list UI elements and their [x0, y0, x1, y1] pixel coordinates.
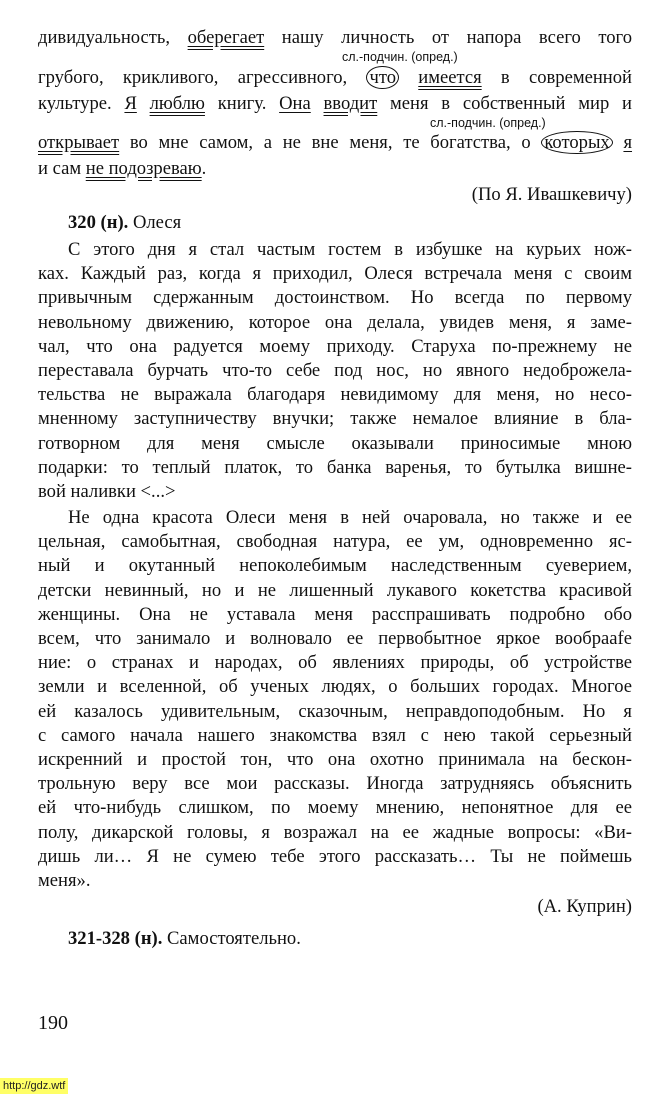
text-line: цельная, самобытная, свободная натура, ее ум, одновременно яс-	[38, 531, 632, 553]
subject-word: я	[623, 132, 633, 153]
clause-annotation: сл.-подчин. (опред.)	[342, 50, 458, 64]
text-span	[137, 93, 150, 114]
text-span: меня в собственный мир и	[377, 93, 632, 114]
text-span: во мне самом, а не вне меня, те богатства, о	[119, 132, 542, 153]
text-span: нашу личность от напора всего того	[264, 27, 632, 48]
text-span	[311, 93, 324, 114]
text-line: тельства не выражала благодаря невидимому для меня, но несо-	[38, 384, 632, 406]
predicate-word: вводит	[323, 93, 378, 114]
text-line: мненному заступничеству внучки; также немалое влияние в бла-	[38, 408, 632, 430]
exercise-title: Олеся	[132, 212, 182, 233]
text-line: ние: о странах и народах, об явлениях природы, об устройстве	[38, 652, 632, 674]
text-span: культуре.	[38, 93, 125, 114]
circled-word: что	[366, 66, 399, 89]
text-line: переставала бурчать что-то себе под нос, но явного недоброжела-	[38, 360, 632, 381]
watermark-link[interactable]: http://gdz.wtf	[0, 1078, 68, 1094]
text-line: меня».	[38, 870, 91, 891]
text-line: Не одна красота Олеси меня в ней очаровала, но также и ее	[68, 507, 632, 528]
text-line	[38, 157, 632, 181]
text-line: детски невинный, но и не лишенный лукавого кокетства красивой	[38, 579, 632, 601]
text-line: женщины. Она не уставала меня расспрашивать подробно обо	[38, 603, 632, 625]
text-line: дишь ли… Я не сумею тебе этого рассказать… Ты не поймешь	[38, 845, 632, 867]
text-span: грубого, крикливого, агрессивного,	[38, 67, 367, 88]
text-line: привычным сдержанным достоинством. Но всегда по первому	[38, 287, 632, 309]
text-line: с самого начала нашего знакомства взял с нею такой серьезный	[38, 724, 632, 746]
text-line: ей что-нибудь слишком, по моему мнению, непонятное для ее	[38, 797, 632, 819]
text-line: невольному движению, которое она делала, увидев меня, я заме-	[38, 311, 632, 333]
circled-word: которых	[541, 131, 612, 154]
text-line: ках. Каждый раз, когда я приходил, Олеся встречала меня с своим	[38, 263, 632, 285]
text-span: в современной	[481, 67, 632, 88]
subject-word: Я	[124, 93, 137, 114]
predicate-word: люблю	[149, 93, 205, 114]
page-number: 190	[38, 1012, 68, 1034]
text-line	[38, 26, 632, 50]
exercise-heading	[68, 928, 301, 950]
exercise-heading	[68, 212, 181, 234]
subject-word: Она	[279, 93, 311, 114]
predicate-word: имеется	[418, 67, 482, 88]
predicate-word: оберегает	[187, 27, 265, 48]
text-line: трольную веру все мои рассказы. Иногда затрудняясь объяснить	[38, 773, 632, 795]
text-span: книгу.	[204, 93, 280, 114]
text-line: вой наливки <...>	[38, 481, 176, 502]
text-line: чал, что она радуется моему приходу. Старуха по-прежнему не	[38, 335, 632, 357]
text-line: земли и вселенной, об ученых людях, о больших городах. Многое	[38, 676, 632, 698]
predicate-word: открывает	[38, 132, 120, 153]
text-line: подарки: то теплый платок, то банка варенья, то бутылка вишне-	[38, 456, 632, 478]
text-line	[38, 131, 632, 155]
text-span: дивидуальность,	[38, 27, 188, 48]
text-line: всем, что занимало и волновало ее первобытное яркое вообраafe	[38, 628, 632, 649]
exercise-title: Самостоятельно.	[167, 928, 301, 949]
text-line	[38, 66, 632, 90]
text-line: искренний и простой тон, что она охотно принимала на бескон-	[38, 749, 632, 770]
text-line: С этого дня я стал частым гостем в избушке на курьих нож-	[68, 239, 632, 260]
text-line: готворном для меня смысле оказывали приносимые мною	[38, 432, 632, 454]
exercise-number: 320 (н).	[68, 212, 129, 233]
text-span: и сам	[38, 158, 86, 179]
text-span	[399, 67, 418, 88]
text-line: ный и окутанный непоколебимым наследственным суеверием,	[38, 555, 632, 577]
text-line: полу, дикарской головы, я возражал на ее жадные вопросы: «Ви-	[38, 821, 632, 843]
text-span	[613, 132, 624, 153]
attribution: (А. Куприн)	[537, 896, 632, 917]
exercise-number: 321-328 (н).	[68, 928, 163, 949]
predicate-word: не подозреваю	[85, 158, 202, 179]
attribution: (По Я. Ивашкевичу)	[471, 184, 632, 205]
text-span: .	[201, 158, 207, 179]
clause-annotation: сл.-подчин. (опред.)	[430, 116, 546, 130]
text-line	[38, 92, 632, 116]
text-line: ей казалось удивительным, сказочным, неправдоподобным. Но я	[38, 700, 632, 722]
